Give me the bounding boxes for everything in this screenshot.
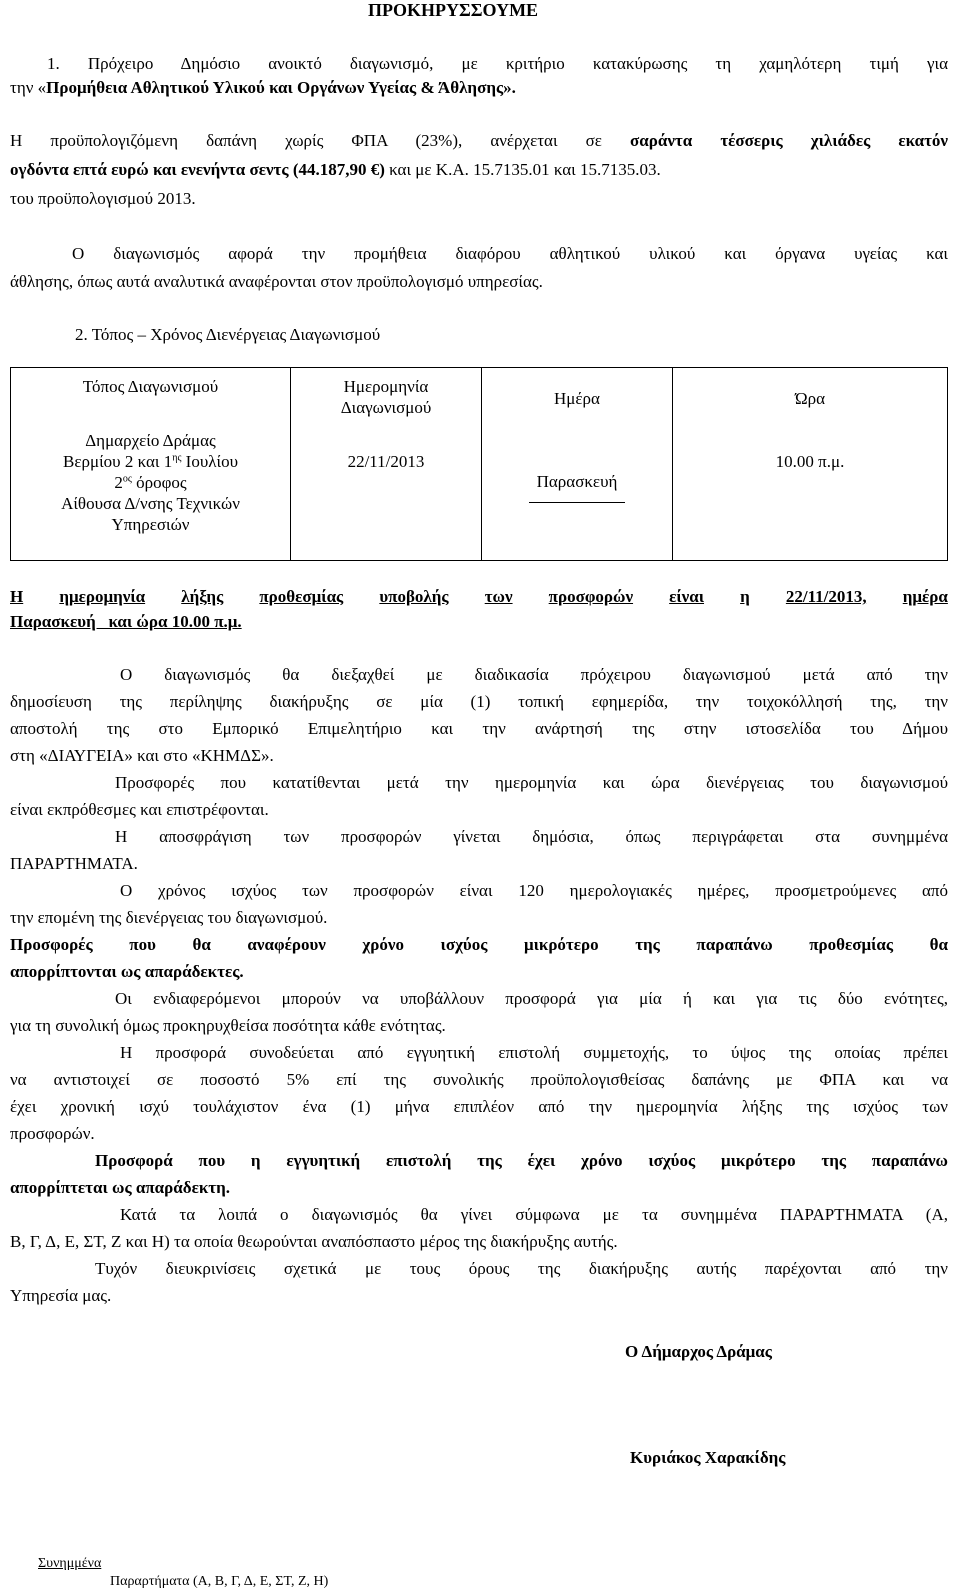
p1-line4: στη «ΔΙΑΥΓΕΙΑ» και στο «ΚΗΜΔΣ». [10, 746, 274, 765]
p10-line2: Υπηρεσία μας. [10, 1286, 112, 1305]
cell-day [482, 424, 673, 561]
col-time-header [673, 368, 948, 425]
budget-line1 [10, 131, 948, 151]
schedule-table-row [11, 424, 948, 561]
section1-heading-line2-plain: την « [10, 78, 47, 97]
budget-line1-bold: σαράντα τέσσερις χιλιάδες εκατόν [630, 131, 948, 150]
subject-line1: Ο διαγωνισμός αφορά την προμήθεια διαφόρου αθλητικού υλικού και όργανα υγείας και [72, 244, 948, 263]
time-value: 10.00 π.μ. [775, 452, 845, 471]
p6-line1: Οι ενδιαφερόμενοι μπορούν να υποβάλλουν προσφορά για μία ή και για τις δύο ενότητες, [115, 989, 948, 1008]
p4-line1: Ο χρόνος ισχύος των προσφορών είναι 120 ημερολογιακές ημέρες, προσμετρούμενες από [120, 881, 948, 900]
cell-date [291, 424, 482, 561]
p3-line1: Η αποσφράγιση των προσφορών γίνεται δημόσια, όπως περιγράφεται στα συνημμένα [115, 827, 948, 846]
budget-line1-plain: Η προϋπολογιζόμενη δαπάνη χωρίς ΦΠΑ (23%), ανέρχεται σε [10, 131, 630, 150]
p2-line1: Προσφορές που κατατίθενται μετά την ημερομηνία και ώρα διενέργειας του διαγωνισμού [115, 773, 948, 792]
deadline-word: η [740, 587, 750, 606]
p2-line2: είναι εκπρόθεσμες και επιστρέφονται. [10, 800, 269, 819]
cell-time [673, 424, 948, 561]
place-line3-a: 2 [114, 473, 123, 492]
place-line3 [11, 472, 290, 493]
attachments-list: Παραρτήματα (Α, Β, Γ, Δ, Ε, ΣΤ, Ζ, Η) [110, 1574, 329, 1589]
section1-procurement-title: Προμήθεια Αθλητικού Υλικού και Οργάνων Υγείας & Άθλησης». [46, 78, 516, 97]
p3-line2: ΠΑΡΑΡΤΗΜΑΤΑ. [10, 854, 138, 873]
col-date-label-2: Διαγωνισμού [340, 398, 432, 417]
budget-line3: του προϋπολογισμού 2013. [10, 189, 196, 208]
col-time-label: Ώρα [794, 389, 826, 408]
col-place-header [11, 368, 291, 425]
p4-line2: την επομένη της διενέργειας του διαγωνισμού. [10, 908, 328, 927]
p1-line2: δημοσίευση της περίληψης διακήρυξης σε μία (1) τοπική εφημερίδα, την τοιχοκόλλησή της, την [10, 692, 948, 711]
deadline-word: Η [10, 587, 24, 606]
signature-role: Ο Δήμαρχος Δράμας [625, 1342, 772, 1361]
p6-line2: για τη συνολική όμως προκηρυχθείσα ποσότητα κάθε ενότητας. [10, 1016, 446, 1035]
place-line2-b: Ιουλίου [181, 452, 238, 471]
attachments-label: Συνημμένα [38, 1556, 102, 1571]
deadline-word: λήξης [181, 587, 224, 606]
p1-line1: Ο διαγωνισμός θα διεξαχθεί με διαδικασία πρόχειρου διαγωνισμού μετά από την [120, 665, 948, 684]
schedule-table-header-row [11, 368, 948, 425]
p7-line1: Η προσφορά συνοδεύεται από εγγυητική επιστολή συμμετοχής, το ύψος της οποίας πρέπει [120, 1043, 948, 1062]
col-day-label: Ημέρα [554, 389, 600, 408]
deadline-word: είναι [669, 587, 705, 606]
budget-amount: ογδόντα επτά ευρώ και ενενήντα σεντς (44.187,90 €) [10, 160, 385, 179]
budget-line2 [10, 160, 661, 180]
cell-place [11, 424, 291, 561]
col-place-label: Τόπος Διαγωνισμού [82, 377, 219, 396]
place-line2-sup: ης [172, 452, 182, 464]
deadline-word: προσφορών [548, 587, 634, 606]
place-line3-b: όροφος [131, 473, 187, 492]
place-line4: Αίθουσα Δ/νσης Τεχνικών [61, 494, 240, 513]
section1-heading-line2 [10, 78, 516, 98]
day-value: Παρασκευή [536, 472, 618, 491]
deadline-word: ημέρα [902, 587, 948, 606]
p10-line1: Τυχόν διευκρινίσεις σχετικά με τους όρους της διακήρυξης αυτής παρέχονται από την [95, 1259, 948, 1278]
deadline-word: ημερομηνία [59, 587, 146, 606]
p7-line4: προσφορών. [10, 1124, 95, 1143]
page-title: ΠΡΟΚΗΡΥΣΣΟΥΜΕ [368, 0, 539, 20]
section1-heading-line1: 1. Πρόχειρο Δημόσιο ανοικτό διαγωνισμό, με κριτήριο κατακύρωσης τη χαμηλότερη τιμή για [47, 54, 948, 73]
p7-line2: να αντιστοιχεί σε ποσοστό 5% επί της συνολικής προϋπολογισθείσας δαπάνης με ΦΠΑ και να [10, 1070, 948, 1089]
subject-line2: άθλησης, όπως αυτά αναλυτικά αναφέρονται στον προϋπολογισμό υπηρεσίας. [10, 272, 543, 291]
deadline-word: 22/11/2013, [785, 587, 867, 606]
p5-line2: απορρίπτονται ως απαράδεκτες. [10, 962, 244, 981]
deadline-word: προθεσμίας [259, 587, 344, 606]
signature-name: Κυριάκος Χαρακίδης [630, 1448, 786, 1467]
col-day-header [482, 368, 673, 425]
deadline-line1 [10, 587, 948, 607]
col-date-label-1: Ημερομηνία [343, 377, 429, 396]
place-line1: Δημαρχείο Δράμας [85, 431, 216, 450]
schedule-table [10, 367, 948, 561]
deadline-word: των [484, 587, 513, 606]
date-value: 22/11/2013 [347, 452, 425, 471]
p9-line1: Κατά τα λοιπά ο διαγωνισμός θα γίνει σύμφωνα με τα συνημμένα ΠΑΡΑΡΤΗΜΑΤΑ (Α, [120, 1205, 948, 1224]
p8-line1: Προσφορά που η εγγυητική επιστολή της έχει χρόνο ισχύος μικρότερο της παραπάνω [95, 1151, 948, 1170]
section2-heading: 2. Τόπος – Χρόνος Διενέργειας Διαγωνισμού [75, 325, 381, 344]
deadline-line2: Παρασκευή και ώρα 10.00 π.μ. [10, 612, 242, 631]
p8-line2: απορρίπτεται ως απαράδεκτη. [10, 1178, 231, 1197]
place-line3-sup: ος [122, 473, 132, 485]
p5-line1: Προσφορές που θα αναφέρουν χρόνο ισχύος μικρότερο της παραπάνω προθεσμίας θα [10, 935, 948, 954]
p1-line3: αποστολή της στο Εμπορικό Επιμελητήριο και την ανάρτησή της στην ιστοσελίδα του Δήμου [10, 719, 948, 738]
budget-line2-plain: και με Κ.Α. 15.7135.01 και 15.7135.03. [384, 160, 661, 179]
place-line2-a: Βερμίου 2 και 1 [63, 452, 173, 471]
deadline-word: υποβολής [379, 587, 449, 606]
place-line2 [11, 451, 290, 472]
p7-line3: έχει χρονική ισχύ τουλάχιστον ένα (1) μήνα επιπλέον από την ημερομηνία λήξης της ισχύος των [10, 1097, 948, 1116]
col-date-header [291, 368, 482, 425]
place-line5: Υπηρεσιών [111, 515, 190, 534]
day-underline [529, 502, 625, 503]
p9-line2: Β, Γ, Δ, Ε, ΣΤ, Ζ και Η) τα οποία θεωρούνται αναπόσπαστο μέρος της διακήρυξης αυτής. [10, 1232, 618, 1251]
